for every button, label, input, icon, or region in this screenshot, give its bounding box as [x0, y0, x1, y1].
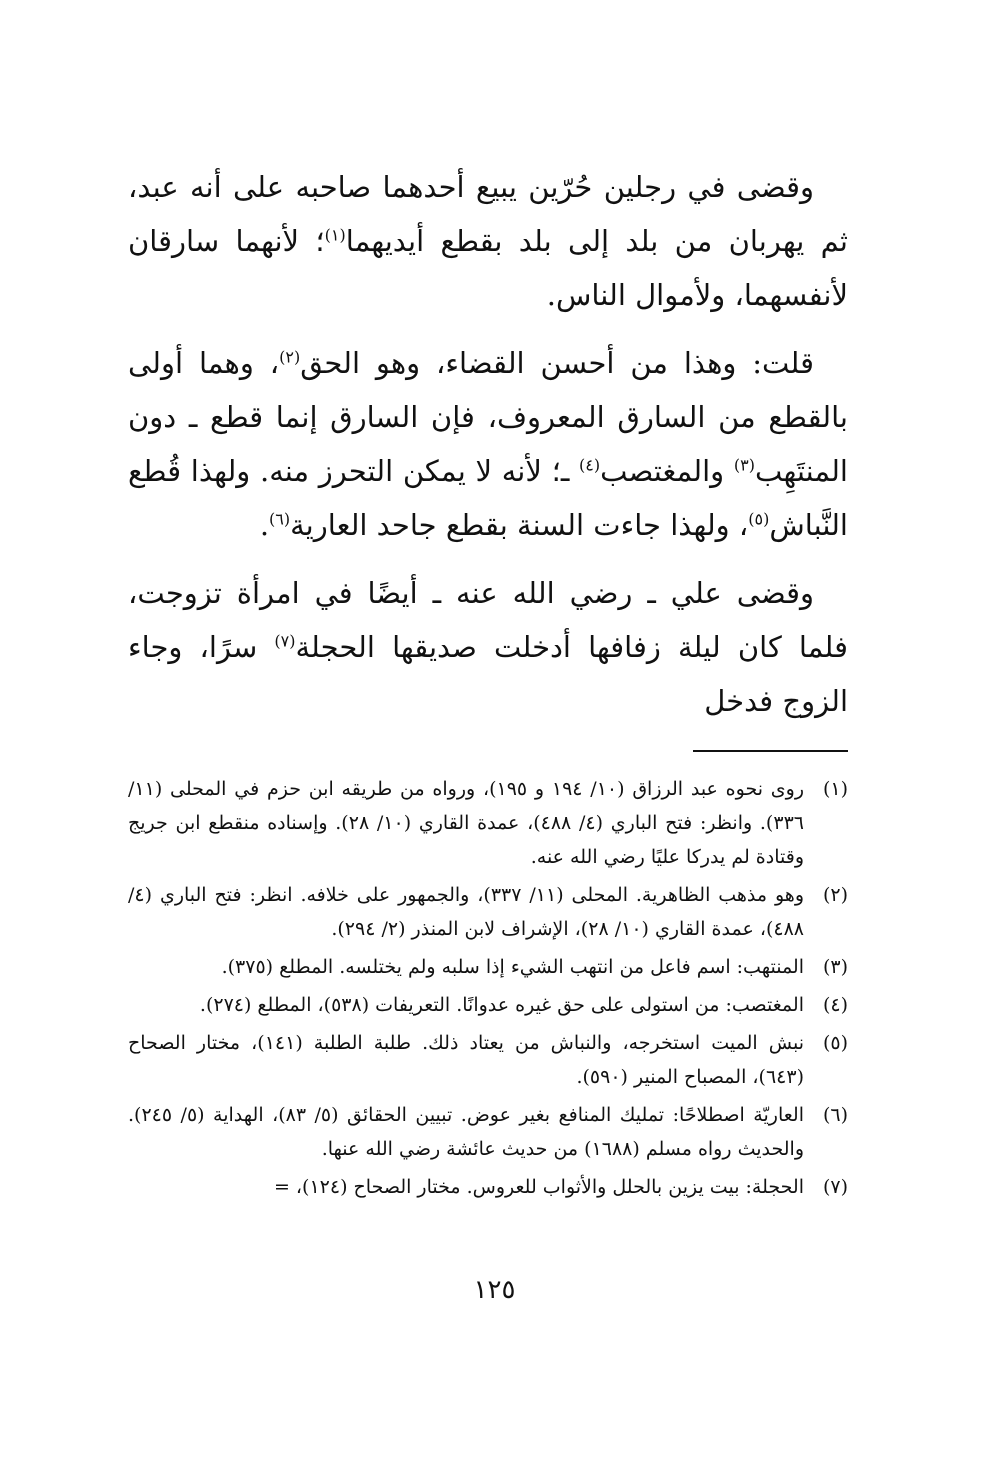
- footnote-text: المغتصب: من استولى على حق غيره عدوانًا. التعريفات (٥٣٨)، المطلع (٢٧٤).: [199, 994, 804, 1016]
- footnotes-list: [128, 772, 848, 1204]
- footnote-text: وهو مذهب الظاهرية. المحلى (١١/ ٣٣٧)، والجمهور على خلافه. انظر: فتح الباري (٤/ ٤٨٨)، عمدة القاري (١٠/ ٢٨)، الإشراف لابن المنذر (٢/ ٢٩٤).: [128, 884, 805, 940]
- page-number: ١٢٥: [473, 1275, 516, 1305]
- paragraph-1: [128, 160, 848, 322]
- page-body: [128, 160, 848, 1208]
- paragraph-2-text-b: ، وهما أولى بالقطع من السارق المعروف، فإن السارق إنما قطع ـ دون المنتَهِب: [128, 346, 848, 488]
- paragraph-2-text-e: ، ولهذا جاءت السنة بقطع جاحد العارية: [290, 508, 749, 542]
- paragraph-2-text-c: والمغتصب: [600, 454, 734, 488]
- footnote-text: روى نحوه عبد الرزاق (١٠/ ١٩٤ و ١٩٥)، ورواه من طريقه ابن حزم في المحلى (١١/ ٣٣٦). وانظر: فتح الباري (٤/ ٤٨٨)، عمدة القاري (١٠/ ٢٨). وإسناده منقطع ابن جريج وقتادة لم يدركا عليًا رضي الله عنه.: [128, 778, 804, 868]
- footnote-ref-6[interactable]: (٦): [269, 509, 291, 529]
- paragraph-2-text-d: ـ؛ لأنه لا يمكن التحرز منه. ولهذا قُطع النَّباش: [128, 454, 848, 542]
- footnote-2: [128, 878, 848, 946]
- footnote-7: [128, 1170, 848, 1204]
- footnote-text: العاريّة اصطلاحًا: تمليك المنافع بغير عوض. تبيين الحقائق (٥/ ٨٣)، الهداية (٥/ ٢٤٥). والحديث رواه مسلم (١٦٨٨) من حديث عائشة رضي الله عنها.: [128, 1104, 804, 1160]
- footnote-3: [128, 950, 848, 984]
- paragraph-2-text-a: قلت: وهذا من أحسن القضاء، وهو الحق: [300, 346, 814, 380]
- footnote-ref-2[interactable]: (٢): [279, 347, 301, 367]
- footnote-number: (٥): [822, 1032, 848, 1054]
- footnote-ref-3[interactable]: (٣): [733, 455, 755, 475]
- paragraph-3-text-a: وقضى علي ـ رضي الله عنه ـ أيضًا في امرأة تزوجت، فلما كان ليلة زفافها أدخلت صديقها الحجلة: [128, 576, 848, 664]
- main-text: [128, 160, 848, 728]
- paragraph-1-text-a: وقضى في رجلين حُرّين يبيع أحدهما صاحبه على أنه عبد، ثم يهربان من بلد إلى بلد بقطع أيديهما: [128, 170, 848, 258]
- paragraph-3: [128, 566, 848, 728]
- footnote-number: (٦): [822, 1104, 848, 1126]
- footnote-4: [128, 988, 848, 1022]
- footnote-number: (٤): [822, 994, 848, 1016]
- footnote-number: (١): [822, 778, 848, 800]
- paragraph-3-text-b: سرًا، وجاء الزوج فدخل: [128, 630, 848, 718]
- footnote-number: (٢): [822, 884, 848, 906]
- footnote-ref-7[interactable]: (٧): [274, 631, 296, 651]
- paragraph-2: [128, 336, 848, 552]
- footnote-text: نبش الميت استخرجه، والنباش من يعتاد ذلك. طلبة الطلبة (١٤١)، مختار الصحاح (٦٤٣)، المصباح المنير (٥٩٠).: [128, 1032, 804, 1088]
- paragraph-1-text-b: ؛ لأنهما سارقان لأنفسهما، ولأموال الناس.: [128, 224, 848, 312]
- paragraph-2-text-f: .: [259, 508, 270, 542]
- footnote-text: المنتهب: اسم فاعل من انتهب الشيء إذا سلبه ولم يختلسه. المطلع (٣٧٥).: [221, 956, 804, 978]
- footnote-ref-1[interactable]: (١): [324, 225, 346, 245]
- footnote-separator: [693, 750, 848, 752]
- footnote-6: [128, 1098, 848, 1166]
- footnote-1: [128, 772, 848, 874]
- footnote-5: [128, 1026, 848, 1094]
- footnote-text: الحجلة: بيت يزين بالحلل والأثواب للعروس. مختار الصحاح (١٢٤)، =: [273, 1176, 804, 1198]
- footnote-ref-4[interactable]: (٤): [579, 455, 601, 475]
- footnote-ref-5[interactable]: (٥): [748, 509, 770, 529]
- footnote-number: (٧): [822, 1176, 848, 1198]
- footnote-number: (٣): [822, 956, 848, 978]
